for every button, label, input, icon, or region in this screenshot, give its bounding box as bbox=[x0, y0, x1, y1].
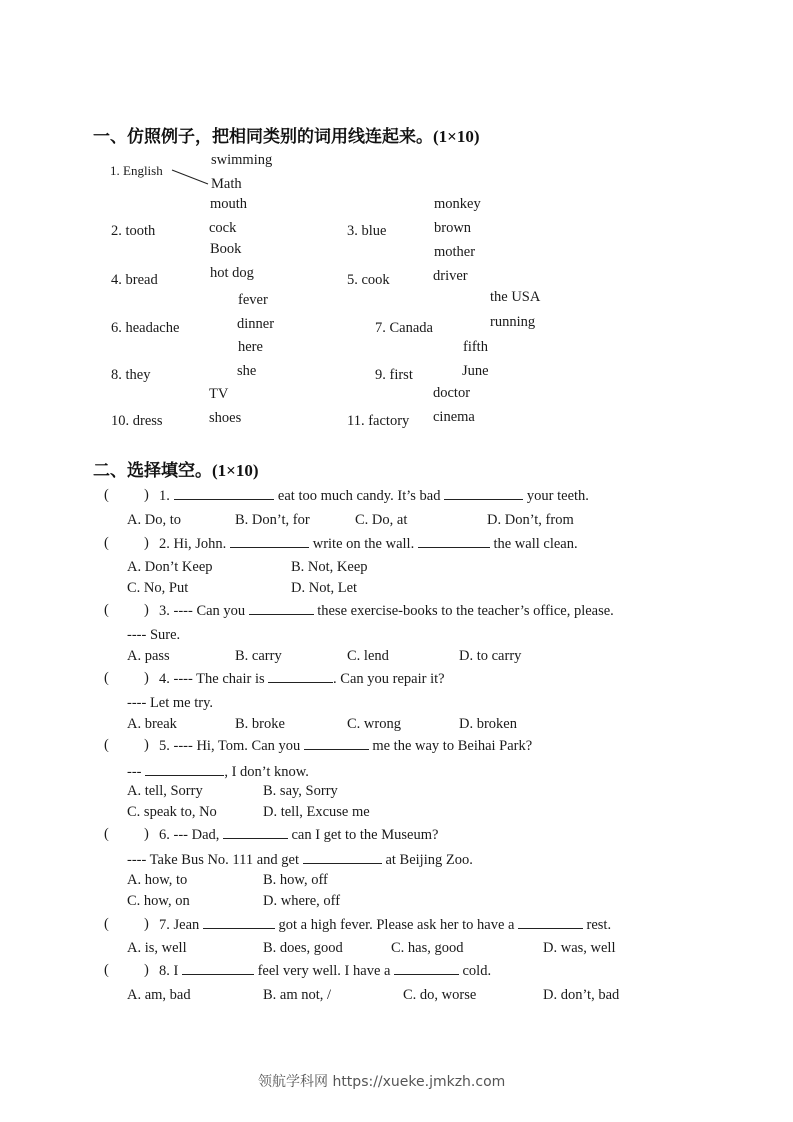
answer-blank[interactable] bbox=[182, 962, 254, 975]
question-text: . Can you repair it? bbox=[333, 671, 445, 687]
answer-paren-open[interactable]: ( bbox=[104, 602, 109, 618]
answer-blank[interactable] bbox=[418, 535, 490, 548]
question-text: eat too much candy. It’s bad bbox=[274, 488, 445, 504]
question-text: me the way to Beihai Park? bbox=[368, 738, 533, 754]
match-item-right[interactable]: 5. cook bbox=[347, 272, 390, 288]
answer-option[interactable]: C. Do, at bbox=[355, 512, 408, 528]
answer-option[interactable]: D. don’t, bad bbox=[543, 987, 620, 1003]
answer-paren-close: ) bbox=[144, 487, 149, 503]
answer-option[interactable]: A. break bbox=[127, 716, 177, 732]
answer-paren-close: ) bbox=[144, 826, 149, 842]
question-text: 6. --- Dad, bbox=[159, 827, 224, 843]
match-word[interactable]: monkey bbox=[434, 196, 481, 212]
answer-paren-close: ) bbox=[144, 670, 149, 686]
answer-blank[interactable] bbox=[145, 763, 224, 776]
answer-paren-open[interactable]: ( bbox=[104, 535, 109, 551]
question-stem bbox=[159, 670, 445, 688]
question-text: rest. bbox=[582, 917, 612, 933]
answer-blank[interactable] bbox=[304, 737, 369, 750]
question-text: these exercise-books to the teacher’s office, please. bbox=[313, 603, 614, 619]
match-word[interactable]: brown bbox=[434, 220, 472, 236]
question-text: --- bbox=[127, 764, 146, 780]
question-text: 4. ---- The chair is bbox=[159, 671, 269, 687]
dialogue-reply bbox=[127, 763, 309, 781]
match-item-right[interactable]: 9. first bbox=[375, 367, 413, 383]
question-text: your teeth. bbox=[523, 488, 589, 504]
answer-option[interactable]: D. Not, Let bbox=[291, 580, 358, 596]
answer-option[interactable]: C. No, Put bbox=[127, 580, 189, 596]
answer-paren-close: ) bbox=[144, 737, 149, 753]
answer-option[interactable]: C. wrong bbox=[347, 716, 401, 732]
question-text: at Beijing Zoo. bbox=[381, 852, 473, 868]
match-word[interactable]: running bbox=[490, 314, 536, 330]
match-word[interactable]: mouth bbox=[210, 196, 248, 212]
match-item-left[interactable]: 8. they bbox=[111, 367, 151, 383]
section2-heading bbox=[93, 456, 259, 481]
section2-title: 二、选择填空。 bbox=[93, 461, 212, 481]
answer-paren-close: ) bbox=[144, 602, 149, 618]
answer-option[interactable]: B. am not, / bbox=[263, 987, 332, 1003]
match-item-left[interactable]: 4. bread bbox=[111, 272, 158, 288]
match-word[interactable]: TV bbox=[209, 386, 229, 402]
answer-blank[interactable] bbox=[394, 962, 459, 975]
answer-option[interactable]: A. Don’t Keep bbox=[127, 559, 213, 575]
answer-option[interactable]: B. say, Sorry bbox=[263, 783, 338, 799]
match-word[interactable]: mother bbox=[434, 244, 476, 260]
question-text: got a high fever. Please ask her to have a bbox=[274, 917, 519, 933]
answer-option[interactable]: C. how, on bbox=[127, 893, 190, 909]
match-word[interactable]: cock bbox=[209, 220, 237, 236]
answer-option[interactable]: A. how, to bbox=[127, 872, 188, 888]
match-word[interactable]: hot dog bbox=[210, 265, 254, 281]
answer-paren-open[interactable]: ( bbox=[104, 962, 109, 978]
match-word[interactable]: Math bbox=[211, 176, 242, 192]
match-word[interactable]: shoes bbox=[209, 410, 242, 426]
match-word[interactable]: dinner bbox=[237, 316, 275, 332]
question-stem bbox=[159, 916, 611, 934]
match-item-left[interactable]: 2. tooth bbox=[111, 223, 156, 239]
answer-blank[interactable] bbox=[268, 670, 333, 683]
match-word[interactable]: cinema bbox=[433, 409, 475, 425]
match-word[interactable]: fever bbox=[238, 292, 268, 308]
question-stem bbox=[159, 962, 491, 980]
answer-paren-open[interactable]: ( bbox=[104, 916, 109, 932]
answer-option[interactable]: C. has, good bbox=[391, 940, 464, 956]
match-word[interactable]: swimming bbox=[211, 152, 273, 168]
answer-paren-open[interactable]: ( bbox=[104, 826, 109, 842]
match-word[interactable]: June bbox=[462, 363, 489, 379]
match-word[interactable]: driver bbox=[433, 268, 468, 284]
answer-option[interactable]: B. Not, Keep bbox=[291, 559, 368, 575]
section1-score: (1×10) bbox=[433, 127, 480, 146]
answer-blank[interactable] bbox=[444, 487, 523, 500]
answer-option[interactable]: C. speak to, No bbox=[127, 804, 217, 820]
question-text: 3. ---- Can you bbox=[159, 603, 249, 619]
answer-option[interactable]: A. tell, Sorry bbox=[127, 783, 203, 799]
answer-option[interactable]: A. Do, to bbox=[127, 512, 181, 528]
answer-blank[interactable] bbox=[203, 916, 275, 929]
match-item-left[interactable]: 6. headache bbox=[111, 320, 180, 336]
answer-paren-open[interactable]: ( bbox=[104, 737, 109, 753]
answer-option[interactable]: D. tell, Excuse me bbox=[263, 804, 370, 820]
answer-paren-close: ) bbox=[144, 962, 149, 978]
answer-option[interactable]: D. broken bbox=[459, 716, 517, 732]
section2-score: (1×10) bbox=[212, 461, 259, 480]
dialogue-reply bbox=[127, 851, 473, 869]
answer-option[interactable]: A. am, bad bbox=[127, 987, 191, 1003]
answer-paren-open[interactable]: ( bbox=[104, 487, 109, 503]
question-stem bbox=[159, 602, 614, 620]
answer-option[interactable]: B. how, off bbox=[263, 872, 328, 888]
answer-blank[interactable] bbox=[223, 826, 288, 839]
answer-option[interactable]: B. does, good bbox=[263, 940, 343, 956]
answer-blank[interactable] bbox=[249, 602, 314, 615]
answer-option[interactable]: D. to carry bbox=[459, 648, 522, 664]
match-word[interactable]: here bbox=[238, 339, 263, 355]
question-text: feel very well. I have a bbox=[253, 963, 395, 979]
answer-option[interactable]: D. was, well bbox=[543, 940, 616, 956]
answer-option[interactable]: B. carry bbox=[235, 648, 282, 664]
question-text: write on the wall. bbox=[309, 536, 418, 552]
answer-blank[interactable] bbox=[303, 851, 382, 864]
question-text: 7. Jean bbox=[159, 917, 203, 933]
match-word[interactable]: doctor bbox=[433, 385, 471, 401]
dialogue-reply: ---- Let me try. bbox=[127, 695, 214, 711]
match-word[interactable]: Book bbox=[210, 241, 242, 257]
answer-blank[interactable] bbox=[518, 916, 583, 929]
footer-watermark: 领航学科网 https://xueke.jmkzh.com bbox=[258, 1074, 506, 1090]
question-text: can I get to the Museum? bbox=[287, 827, 439, 843]
question-text: , I don’t know. bbox=[224, 764, 309, 780]
match-word[interactable]: fifth bbox=[463, 339, 488, 355]
question-stem bbox=[159, 535, 578, 553]
answer-blank[interactable] bbox=[174, 487, 275, 500]
answer-option[interactable]: A. is, well bbox=[127, 940, 187, 956]
answer-paren-close: ) bbox=[144, 916, 149, 932]
question-text: cold. bbox=[458, 963, 492, 979]
question-text: 2. Hi, John. bbox=[159, 536, 230, 552]
question-stem bbox=[159, 487, 589, 505]
match-item-right[interactable]: 11. factory bbox=[347, 413, 410, 429]
question-text: 1. bbox=[159, 488, 174, 504]
match-word[interactable]: the USA bbox=[490, 289, 541, 305]
answer-paren-close: ) bbox=[144, 535, 149, 551]
question-text: the wall clean. bbox=[489, 536, 578, 552]
answer-paren-open[interactable]: ( bbox=[104, 670, 109, 686]
answer-option[interactable]: B. broke bbox=[235, 716, 285, 732]
answer-option[interactable]: D. Don’t, from bbox=[487, 512, 574, 528]
match-item-left[interactable]: 1. English bbox=[110, 163, 163, 178]
answer-option[interactable]: B. Don’t, for bbox=[235, 512, 310, 528]
answer-option[interactable]: A. pass bbox=[127, 648, 170, 664]
dialogue-reply: ---- Sure. bbox=[127, 627, 181, 643]
answer-option[interactable]: D. where, off bbox=[263, 893, 341, 909]
match-word[interactable]: she bbox=[237, 363, 257, 379]
match-item-left[interactable]: 10. dress bbox=[111, 413, 163, 429]
question-stem bbox=[159, 826, 438, 844]
question-stem bbox=[159, 737, 532, 755]
question-text: ---- Take Bus No. 111 and get bbox=[127, 852, 303, 868]
answer-option[interactable]: C. do, worse bbox=[403, 987, 477, 1003]
answer-blank[interactable] bbox=[230, 535, 309, 548]
answer-option[interactable]: C. lend bbox=[347, 648, 389, 664]
section1-title: 一、仿照例子，把相同类别的词用线连起来。 bbox=[93, 127, 433, 147]
question-text: 8. I bbox=[159, 963, 182, 979]
question-text: 5. ---- Hi, Tom. Can you bbox=[159, 738, 304, 754]
match-item-right[interactable]: 7. Canada bbox=[375, 320, 433, 336]
match-item-right[interactable]: 3. blue bbox=[347, 223, 387, 239]
